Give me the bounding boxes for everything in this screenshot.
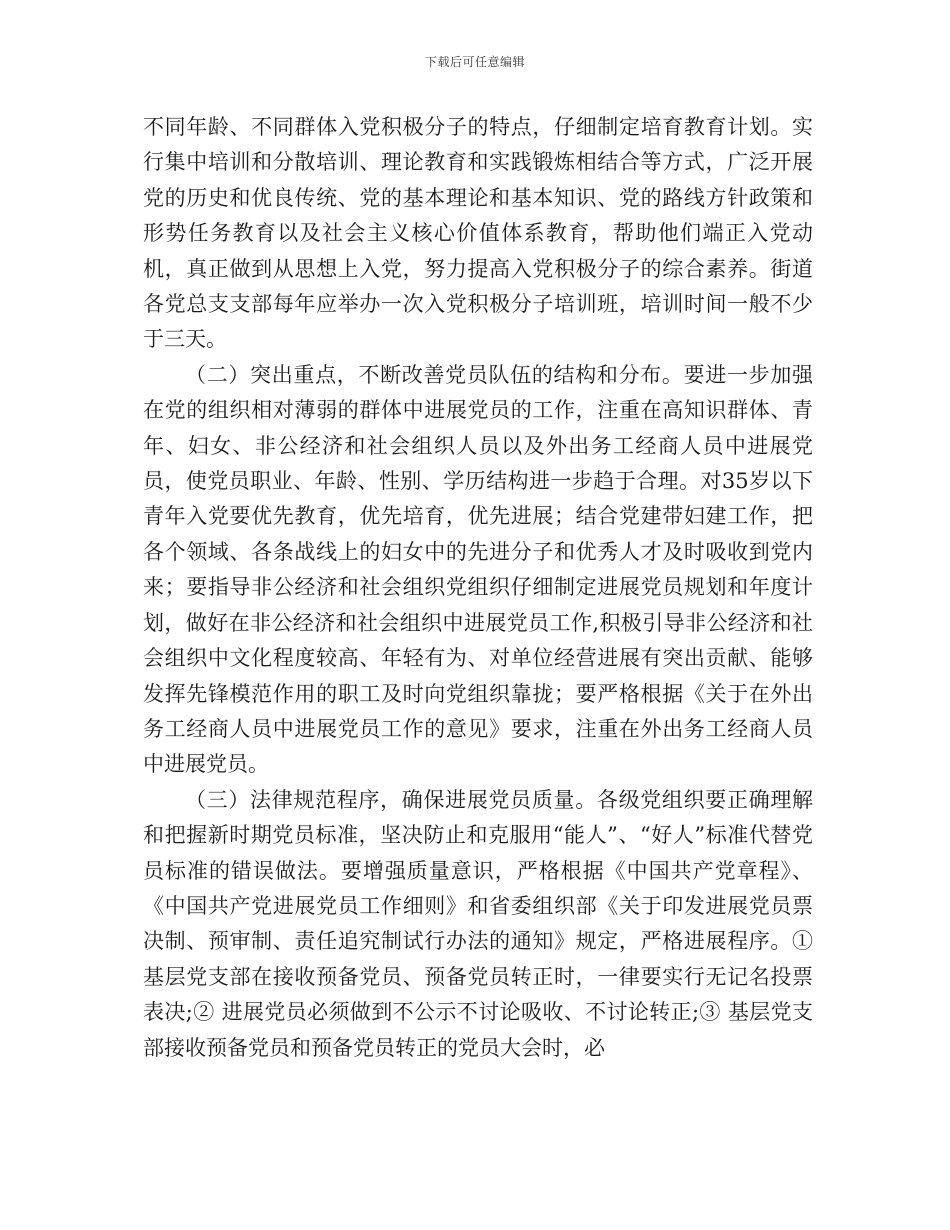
paragraph-section-two: （二）突出重点，不断改善党员队伍的结构和分布。要进一步加强在党的组织相对薄弱的群体中进展党员的工作，注重在高知识群体、青年、妇女、非公经济和社会组织人员以及外出务工经商人员中进展党员，使党员职业、年龄、性别、学历结构进一步趋于合理。对35岁以下青年入党要优先教育，优先培育，优先进展；结合党建带妇建工作，把各个领域、各条战线上的妇女中的先进分子和优秀人才及时吸收到党内来；要指导非公经济和社会组织党组织仔细制定进展党员规划和年度计划，做好在非公经济和社会组织中进展党员工作,积极引导非公经济和社会组织中文化程度较高、年轻有为、对单位经营进展有突出贡献、能够发挥先锋模范作用的职工及时向党组织靠拢；要严格根据《关于在外出务工经商人员中进展党员工作的意见》要求，注重在外出务工经商人员中进展党员。 bbox=[143, 362, 813, 777]
paragraph-section-three: （三）法律规范程序，确保进展党员质量。各级党组织要正确理解和把握新时期党员标准，坚决防止和克服用“能人”、“好人”标准代替党员标准的错误做法。要增强质量意识，严格根据《中国共产党章程》、《中国共产党进展党员工作细则》和省委组织部《关于印发进展党员票决制、预审制、责任追究制试行办法的通知》规定，严格进展程序。①基层党支部在接收预备党员、预备党员转正时，一律要实行无记名投票表决;② 进展党员必须做到不公示不讨论吸收、不讨论转正;③ 基层党支部接收预备党员和预备党员转正的党员大会时，必 bbox=[143, 787, 813, 1060]
document-body bbox=[143, 110, 813, 1066]
page-header: 下载后可任意编辑 bbox=[424, 55, 525, 69]
paragraph-continuation: 不同年龄、不同群体入党积极分子的特点，仔细制定培育教育计划。实行集中培训和分散培训、理论教育和实践锻炼相结合等方式，广泛开展党的历史和优良传统、党的基本理论和基本知识、党的路线方针政策和形势任务教育以及社会主义核心价值体系教育，帮助他们端正入党动机，真正做到从思想上入党，努力提高入党积极分子的综合素养。街道各党总支支部每年应举办一次入党积极分子培训班，培训时间一般不少于三天。 bbox=[143, 115, 813, 352]
